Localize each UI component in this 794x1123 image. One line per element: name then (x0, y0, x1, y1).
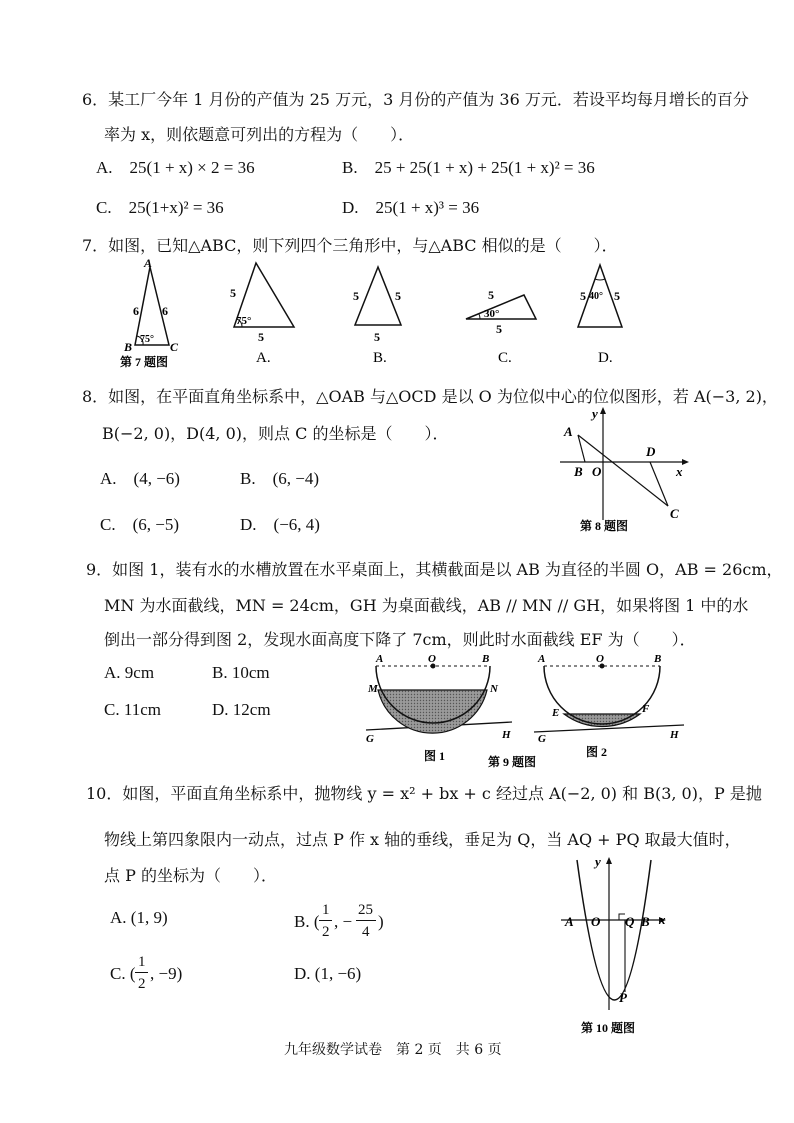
q10-label-a: A (565, 914, 574, 929)
q10b-numerator2: 25 (358, 902, 373, 918)
q9-figure-caption: 第 9 题图 (488, 755, 537, 769)
fig1-label-n: N (490, 683, 498, 695)
parabola (577, 860, 651, 1000)
q10b-numerator1: 1 (322, 902, 330, 918)
q10-label-o: O (591, 914, 601, 929)
q10-label-b: B (641, 914, 650, 929)
y-axis-arrow (600, 407, 606, 414)
q7-label-b: B (124, 340, 133, 354)
q8-label-o: O (592, 464, 602, 479)
q8-figure-caption: 第 8 题图 (580, 519, 629, 533)
q8-stem-line2: B(−2, 0)，D(4, 0)，则点 C 的坐标是（ ）． (102, 424, 449, 443)
q8-label-y: y (592, 406, 598, 421)
q7-figure-caption: 第 7 题图 (120, 355, 169, 369)
q8-label-d: D (646, 444, 656, 459)
q10b-denominator2: 4 (362, 924, 370, 940)
q8-option-b: B. (6, −4) (240, 469, 319, 488)
q7-side-ab: 6 (133, 304, 139, 318)
q7-option-d-label: D. (598, 350, 613, 366)
x-axis-arrow (682, 459, 689, 465)
q7b-side2: 5 (395, 289, 401, 303)
q7d-angle: 40° (589, 291, 603, 302)
fig2-label-b: B (654, 653, 662, 665)
q10b-denominator1: 2 (322, 924, 330, 940)
q7-option-a-figure (222, 255, 302, 370)
q10c-suffix: , −9) (150, 964, 183, 983)
angle-arc (595, 279, 605, 280)
q8-label-x: x (676, 464, 683, 479)
q7b-side3: 5 (374, 330, 380, 344)
q6-option-b: B. 25 + 25(1 + x) + 25(1 + x)² = 36 (342, 158, 595, 177)
q7b-side1: 5 (353, 289, 359, 303)
q10-figure (555, 850, 685, 1035)
q7a-side2: 5 (258, 330, 264, 344)
fig2-caption: 图 2 (586, 745, 608, 759)
triangle-option-c (466, 295, 536, 319)
fig1-label-a: A (376, 653, 384, 665)
q10c-fraction-bar (135, 972, 148, 973)
q10-label-q: Q (625, 914, 635, 929)
q8-option-a: A. (4, −6) (100, 469, 180, 488)
q7d-side2: 5 (614, 289, 620, 303)
fig2-label-a: A (538, 653, 546, 665)
q8-label-a: A (564, 424, 573, 439)
page-footer: 九年级数学试卷 第 2 页 共 6 页 (284, 1042, 502, 1058)
q9-option-c: C. 11cm (104, 700, 161, 719)
fig1-label-m: M (368, 683, 378, 695)
q7c-side2: 5 (496, 322, 502, 336)
q10c-denominator: 2 (138, 976, 146, 992)
q10b-fraction-bar1 (319, 920, 332, 921)
q10-option-a: A. (1, 9) (110, 908, 168, 927)
fig1-water (378, 690, 487, 733)
q7-figure-abc (110, 255, 190, 370)
q10c-numerator: 1 (138, 954, 146, 970)
q10-label-x: x (659, 912, 666, 927)
q10b-suffix: ) (378, 912, 384, 931)
q9-option-a: A. 9cm (104, 663, 155, 682)
q6-stem-line2: 率为 x，则依题意可列出的方程为（ ）． (104, 125, 415, 144)
q7-option-d-figure (570, 255, 650, 370)
q10b-fraction-bar2 (356, 920, 376, 921)
q8-option-c: C. (6, −5) (100, 515, 179, 534)
fig2-label-h: H (670, 729, 679, 741)
q10c-prefix: C. ( (110, 964, 136, 983)
q7-option-a-label: A. (256, 350, 271, 366)
q7-option-c-figure (460, 255, 550, 370)
q7a-angle: 75° (236, 315, 252, 327)
q7-angle-b: 75° (140, 334, 154, 345)
y-axis-arrow (606, 857, 612, 864)
fig2-label-g: G (538, 733, 546, 745)
q7a-side1: 5 (230, 286, 236, 300)
q10-stem-line2: 物线上第四象限内一动点，过点 P 作 x 轴的垂线，垂足为 Q，当 AQ + PQ 取最大值时， (104, 830, 741, 849)
q7-stem: 7．如图，已知△ABC，则下列四个三角形中，与△ABC 相似的是（ ）． (82, 236, 618, 255)
q9-option-d: D. 12cm (212, 700, 271, 719)
fig2-label-e: E (552, 707, 560, 719)
q10-stem-line3: 点 P 的坐标为（ ）． (104, 866, 277, 885)
q6-option-d: D. 25(1 + x)³ = 36 (342, 198, 480, 217)
q8-stem-line1: 8．如图，在平面直角坐标系中，△OAB 与△OCD 是以 O 为位似中心的位似图形，若 A(−3, 2)， (82, 387, 778, 406)
fig1-label-g: G (366, 733, 374, 745)
q9-option-b: B. 10cm (212, 663, 270, 682)
fig1-label-b: B (482, 653, 490, 665)
q7d-side1: 5 (580, 289, 586, 303)
q10-label-y: y (595, 854, 601, 869)
q9-stem-line1: 9．如图 1，装有水的水槽放置在水平桌面上，其横截面是以 AB 为直径的半圆 O，AB = 26cm， (86, 560, 783, 579)
q6-option-c: C. 25(1+x)² = 36 (96, 198, 224, 217)
q9-stem-line3: 倒出一部分得到图 2，发现水面高度下降了 7cm，则此时水面截线 EF 为（ ）． (104, 630, 696, 649)
q10b-mid: , − (334, 912, 353, 931)
q7-option-c-label: C. (498, 350, 512, 366)
q8-label-c: C (670, 506, 679, 521)
q7-label-a: A (144, 256, 153, 270)
q6-option-a: A. 25(1 + x) × 2 = 36 (96, 158, 255, 177)
fig1-label-h: H (502, 729, 511, 741)
fig2-label-f: F (642, 703, 650, 715)
q7c-side1: 5 (488, 288, 494, 302)
fig2-label-o: O (596, 653, 604, 665)
q7-side-ac: 6 (162, 304, 168, 318)
q9-figures (362, 648, 692, 776)
q9-stem-line2: MN 为水面截线，MN = 24cm，GH 为桌面截线，AB // MN // GH，如果将图 1 中的水 (104, 596, 749, 615)
fig1-label-o: O (428, 653, 436, 665)
q8-option-d: D. (−6, 4) (240, 515, 320, 534)
q10-option-d: D. (1, −6) (294, 964, 362, 983)
q7c-angle: 30° (484, 308, 500, 320)
q10-stem-line1: 10．如图，平面直角坐标系中，抛物线 y = x² + bx + c 经过点 A(−2, 0) 和 B(3, 0)，P 是抛 (86, 784, 762, 803)
q10-label-p: P (619, 990, 627, 1005)
q7-label-c: C (170, 340, 179, 354)
q8-label-b: B (574, 464, 583, 479)
q10-figure-caption: 第 10 题图 (581, 1021, 636, 1035)
q8-figure (552, 400, 702, 540)
q6-stem-line1: 6．某工厂今年 1 月份的产值为 25 万元，3 月份的产值为 36 万元．若设平均每月增长的百分 (82, 90, 749, 109)
q7-option-b-figure (345, 255, 425, 370)
fig1-caption: 图 1 (424, 749, 446, 763)
q10b-prefix: B. ( (294, 912, 320, 931)
q7-option-b-label: B. (373, 350, 387, 366)
